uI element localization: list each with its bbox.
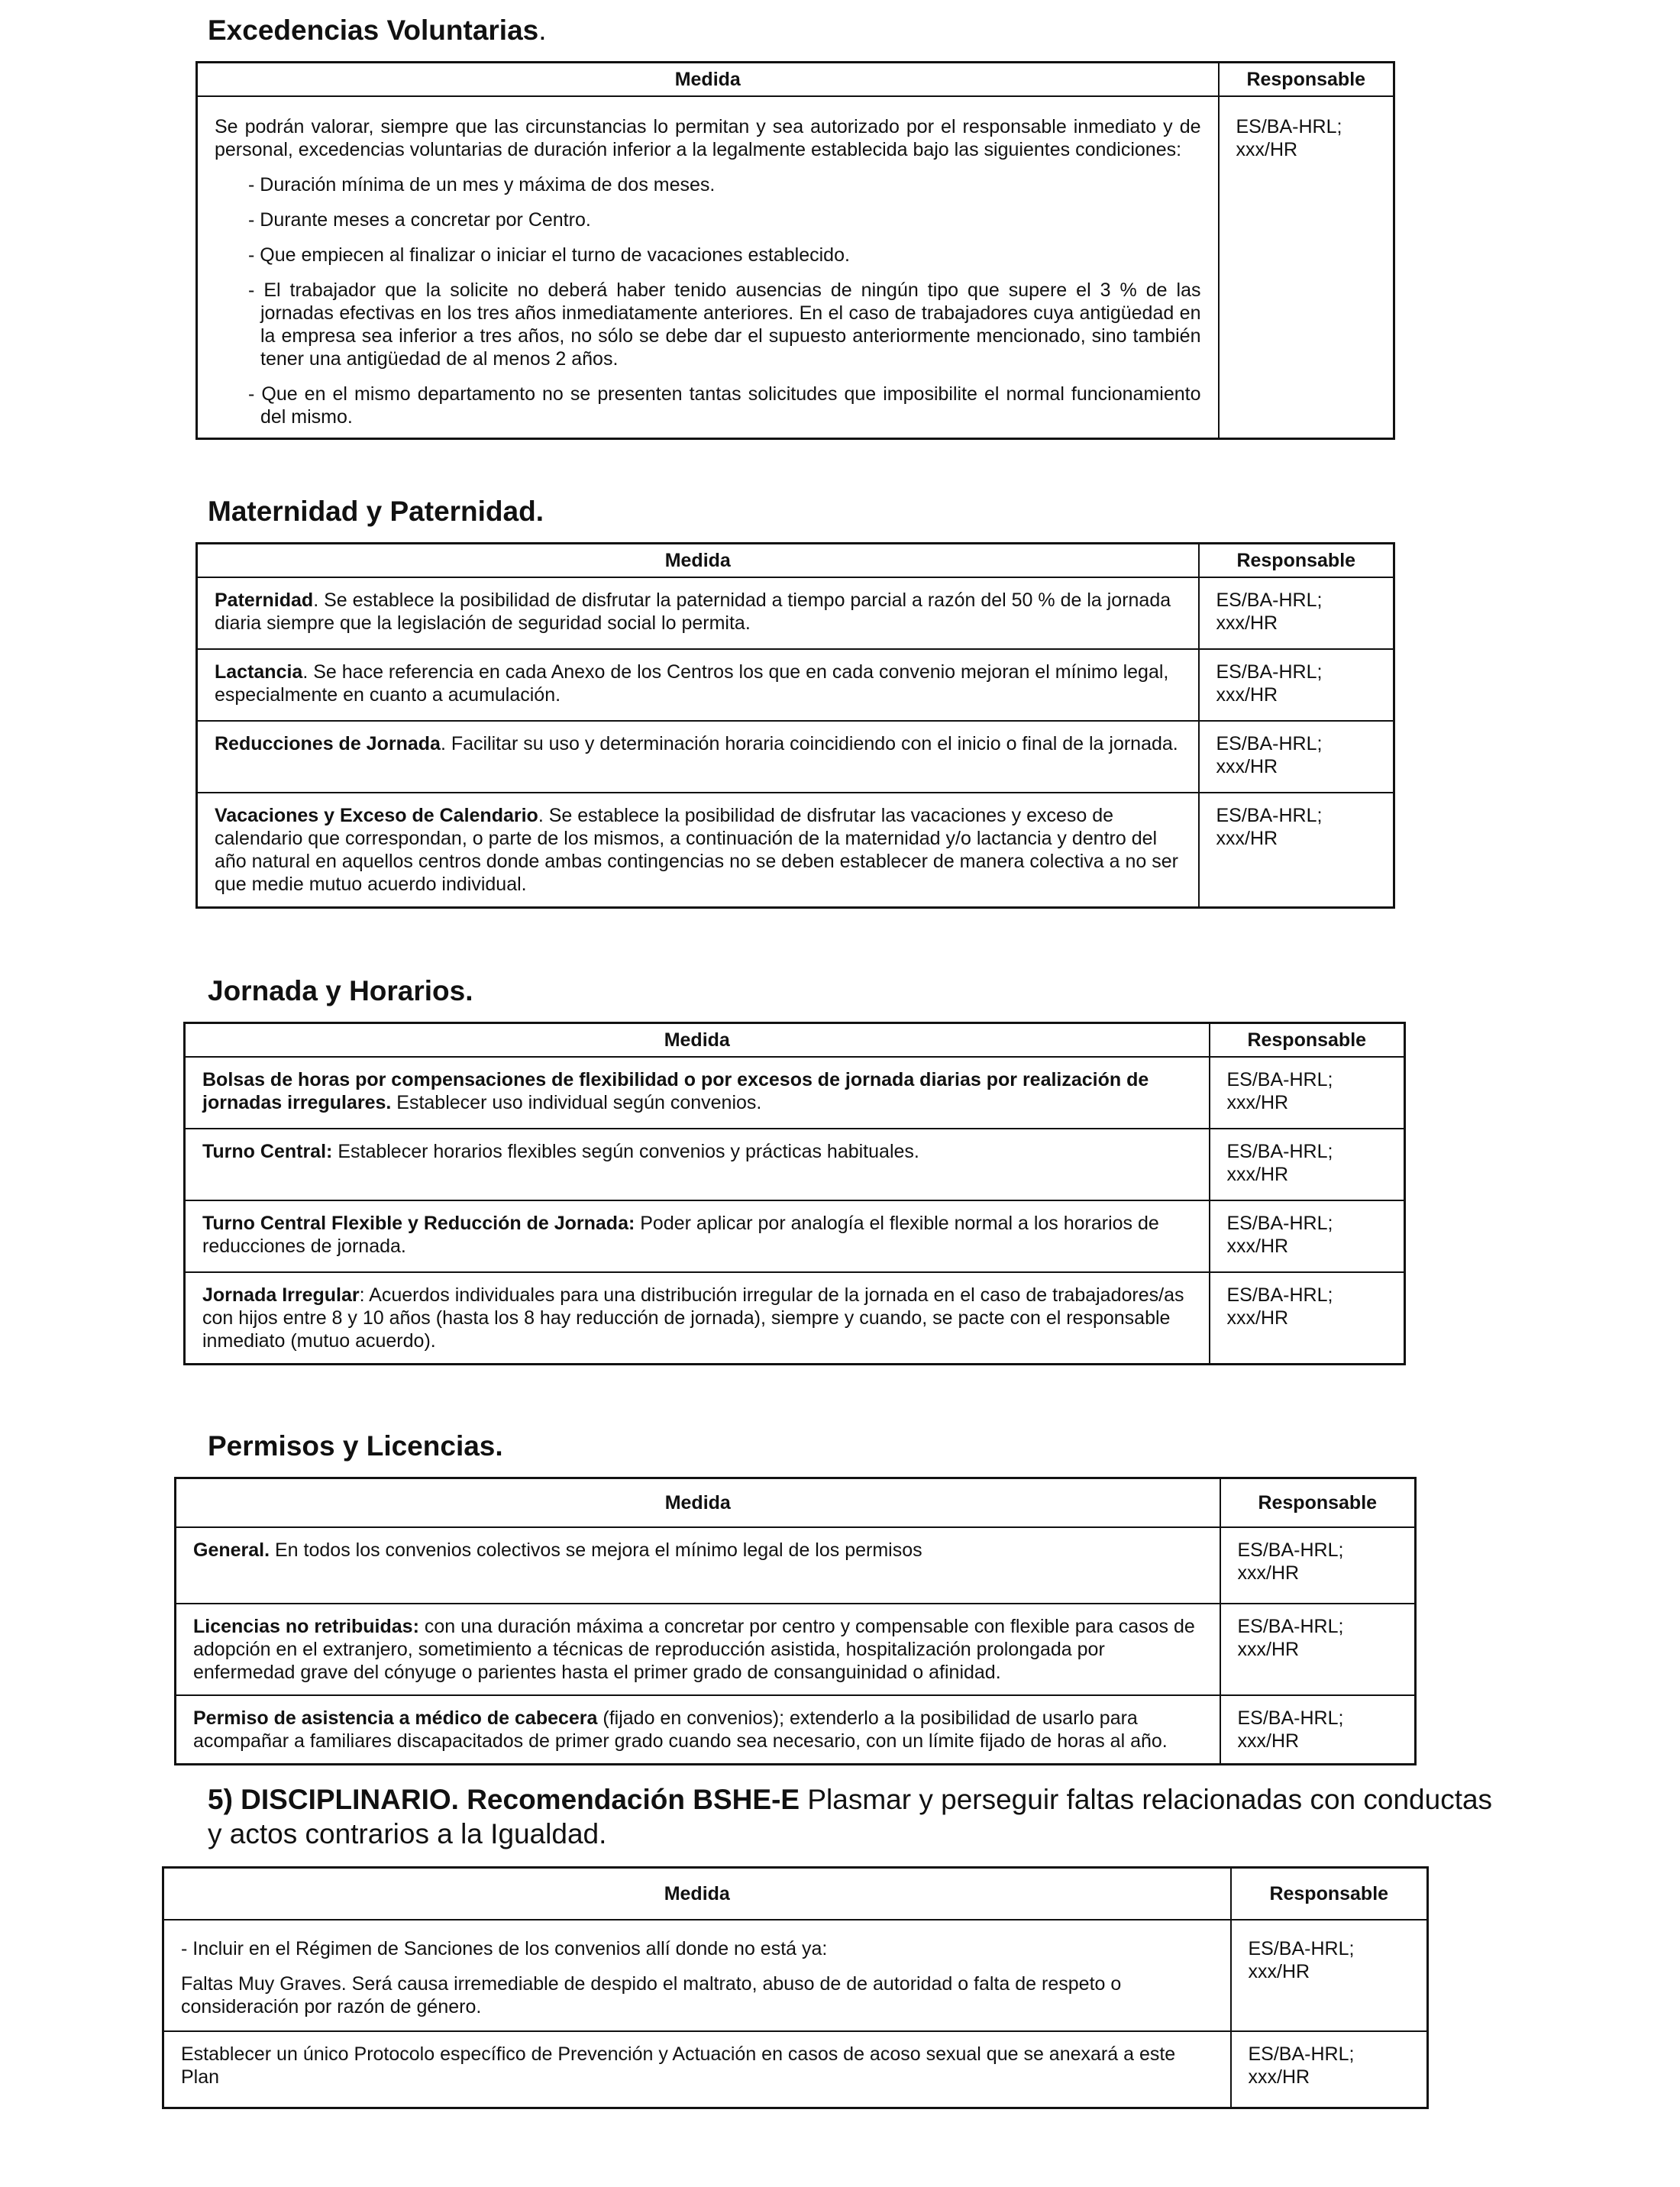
responsable-cell: ES/BA-HRL; xxx/HR (1220, 1695, 1416, 1765)
measure-text: Faltas Muy Graves. Será causa irremediable de despido el maltrato, abuso de de autoridad o falta de respeto o consideración por razón de género. (181, 1972, 1122, 2017)
col-header-medida: Medida (197, 544, 1199, 578)
col-header-medida: Medida (185, 1023, 1210, 1058)
jornada-title: Jornada y Horarios. (208, 975, 473, 1006)
jornada-table (183, 1022, 1406, 1365)
list-item: - Duración mínima de un mes y máxima de dos meses. (248, 174, 716, 195)
table-row (197, 721, 1394, 793)
measure-text: Poder aplicar por analogía el flexible normal a los horarios de reducciones de jornada. (202, 1213, 1159, 1257)
col-header-medida: Medida (176, 1478, 1220, 1527)
responsable-cell: ES/BA-HRL; xxx/HR (1199, 793, 1394, 908)
permisos-table (174, 1477, 1417, 1765)
responsable-cell: ES/BA-HRL; xxx/HR (1231, 2031, 1428, 2108)
table-row (185, 1200, 1405, 1272)
responsable-cell: ES/BA-HRL; xxx/HR (1220, 1527, 1416, 1604)
measure-text: Establecer uso individual según convenios. (391, 1092, 762, 1113)
table-row (197, 793, 1394, 908)
responsable-cell: ES/BA-HRL; xxx/HR (1210, 1272, 1405, 1365)
excedencias-table (195, 61, 1395, 440)
disciplinario-title: 5) DISCIPLINARIO. Recomendación BSHE-E Plasmar y perseguir faltas relacionadas con conductas y actos contrarios a la Igualdad. (208, 1784, 1493, 1849)
responsable-cell: ES/BA-HRL; xxx/HR (1231, 1920, 1428, 2031)
measure-name: General. (193, 1539, 270, 1561)
table-row (163, 1920, 1428, 2031)
col-header-responsable: Responsable (1231, 1868, 1428, 1920)
measure-text: Establecer un único Protocolo específico de Prevención y Actuación en casos de acoso sexual que se anexará a este Plan (163, 2031, 1231, 2108)
measure-text: con una duración máxima a concretar por centro y compensable con flexible para casos de adopción en el extranjero, sometimiento a técnicas de reproducción asistida, hospitalización prolongada por enfermedad grave del cónyuge o parientes hasta el primer grado de consanguinidad o afinidad. (193, 1615, 1195, 1683)
list-item: - Que empiecen al finalizar o iniciar el turno de vacaciones establecido. (248, 244, 850, 266)
maternidad-title: Maternidad y Paternidad. (208, 496, 544, 527)
measure-text: . Facilitar su uso y determinación horaria coincidiendo con el inicio o final de la jornada. (440, 733, 1178, 754)
measure-name: Permiso de asistencia a médico de cabecera (193, 1707, 598, 1729)
col-header-responsable: Responsable (1210, 1023, 1405, 1058)
measure-text: . Se hace referencia en cada Anexo de los Centros los que en cada convenio mejoran el mínimo legal, especialmente en cuanto a acumulación. (215, 661, 1169, 706)
measure-name: Jornada Irregular (202, 1284, 360, 1306)
table-row (197, 96, 1394, 439)
table-row (176, 1527, 1416, 1604)
col-header-medida: Medida (163, 1868, 1231, 1920)
list-item: - Que en el mismo departamento no se presenten tantas solicitudes que imposibilite el normal funcionamiento del mismo. (248, 383, 1201, 428)
table-row (185, 1057, 1405, 1129)
list-item: - Durante meses a concretar por Centro. (248, 209, 591, 231)
responsable-cell: ES/BA-HRL; xxx/HR (1199, 649, 1394, 721)
col-header-responsable: Responsable (1219, 63, 1394, 97)
measure-text: En todos los convenios colectivos se mejora el mínimo legal de los permisos (270, 1539, 922, 1561)
list-item: - El trabajador que la solicite no deberá haber tenido ausencias de ningún tipo que supere el 3 % de las jornadas efectivas en los tres años inmediatamente anteriores. En el caso de trabajadores cuya antigüedad en la empresa sea inferior a tres años, no sólo se debe dar el supuesto anteriormente mencionado, sino también tener una antigüedad de al menos 2 años. (248, 279, 1201, 370)
col-header-responsable: Responsable (1199, 544, 1394, 578)
measure-name: Lactancia (215, 661, 303, 683)
table-row (185, 1129, 1405, 1200)
responsable-cell: ES/BA-HRL; xxx/HR (1210, 1200, 1405, 1272)
measure-name: Reducciones de Jornada (215, 733, 441, 754)
disciplinario-table (162, 1866, 1429, 2109)
table-row (163, 2031, 1428, 2108)
measure-text: Establecer horarios flexibles según convenios y prácticas habituales. (332, 1141, 919, 1162)
measure-text: (fijado en convenios); extenderlo a la posibilidad de usarlo para acompañar a familiares discapacitados de primer grado cuando sea necesario, con un límite fijado de horas al año. (193, 1707, 1168, 1752)
table-row (197, 649, 1394, 721)
col-header-medida: Medida (197, 63, 1219, 97)
responsable-cell: ES/BA-HRL; xxx/HR (1199, 721, 1394, 793)
table-row (176, 1695, 1416, 1765)
measure-name: Turno Central: (202, 1141, 333, 1162)
measure-text: - Incluir en el Régimen de Sanciones de los convenios allí donde no está ya: (181, 1937, 828, 1959)
responsable-cell: ES/BA-HRL; xxx/HR (1220, 1604, 1416, 1695)
measure-name: Paternidad (215, 590, 314, 611)
responsable-cell: ES/BA-HRL; xxx/HR (1219, 96, 1394, 439)
table-row (185, 1272, 1405, 1365)
permisos-title: Permisos y Licencias. (208, 1430, 503, 1462)
measure-name: Bolsas de horas por compensaciones de flexibilidad o por excesos de jornada diarias por realización de jornadas irregulares. (202, 1069, 1149, 1113)
maternidad-table (195, 542, 1395, 909)
table-row (197, 577, 1394, 649)
measure-name: Vacaciones y Exceso de Calendario (215, 805, 538, 826)
col-header-responsable: Responsable (1220, 1478, 1416, 1527)
measure-text: . Se establece la posibilidad de disfrutar las vacaciones y exceso de calendario que correspondan, o parte de los mismos, a continuación de la maternidad y/o lactancia y dentro del año natural en aquellos centros donde ambas contingencias no se deben establecer de manera colectiva a no ser que medie mutuo acuerdo individual. (215, 805, 1178, 895)
excedencias-title: Excedencias Voluntarias. (208, 15, 547, 46)
measure-name: Turno Central Flexible y Reducción de Jornada: (202, 1213, 635, 1234)
measure-text: . Se establece la posibilidad de disfrutar la paternidad a tiempo parcial a razón del 50 % de la jornada diaria siempre que la legislación de seguridad social lo permita. (215, 590, 1171, 634)
measure-text: : Acuerdos individuales para una distribución irregular de la jornada en el caso de trabajadores/as con hijos entre 8 y 10 años (hasta los 8 hay reducción de jornada), siempre y cuando, se pacte con el responsable inmediato (mutuo acuerdo). (202, 1284, 1184, 1352)
excedencias-intro: Se podrán valorar, siempre que las circunstancias lo permitan y sea autorizado por el responsable inmediato y de personal, excedencias voluntarias de duración inferior a la legalmente establecida bajo las siguientes condiciones: (215, 116, 1201, 160)
responsable-cell: ES/BA-HRL; xxx/HR (1199, 577, 1394, 649)
table-row (176, 1604, 1416, 1695)
responsable-cell: ES/BA-HRL; xxx/HR (1210, 1057, 1405, 1129)
measure-name: Licencias no retribuidas: (193, 1615, 419, 1637)
responsable-cell: ES/BA-HRL; xxx/HR (1210, 1129, 1405, 1200)
